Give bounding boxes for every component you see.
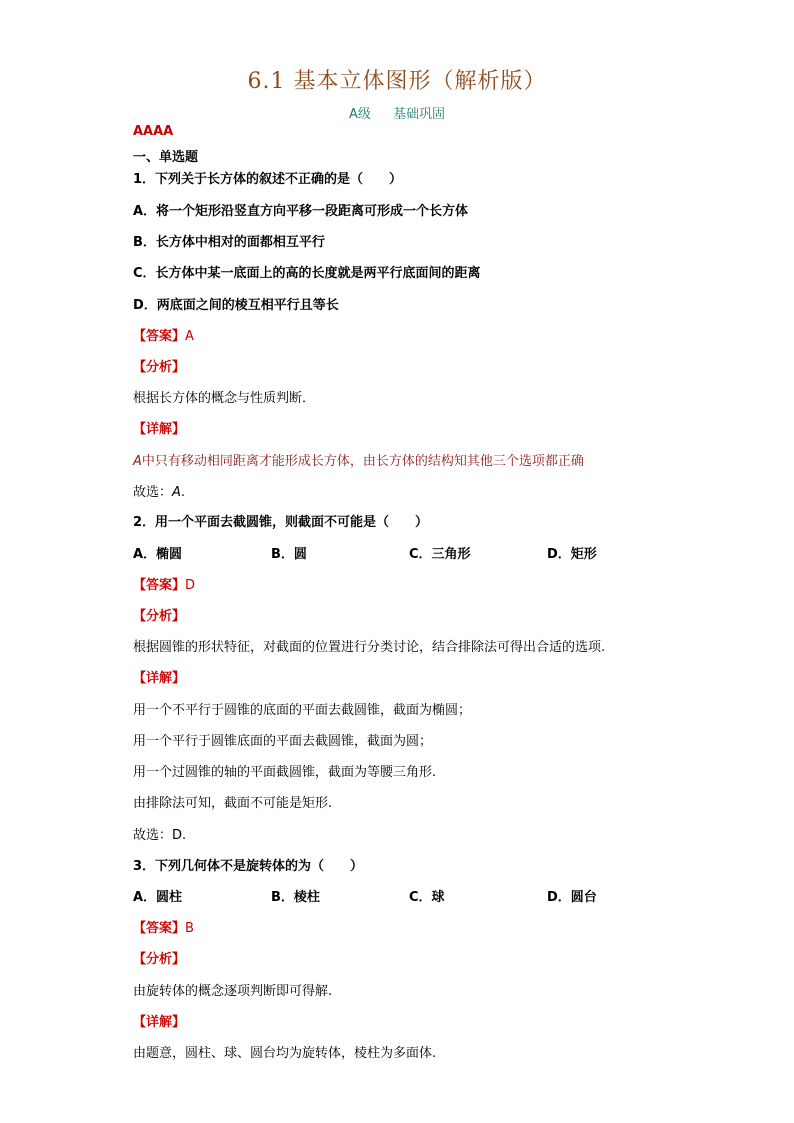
question-1-option-c: C．长方体中某一底面上的高的长度就是两平行底面间的距离 (133, 266, 481, 281)
question-3-detail-tag: 【详解】 (133, 1015, 186, 1030)
question-3-detail: 由题意，圆柱、球、圆台均为旋转体，棱柱为多面体. (133, 1046, 437, 1061)
answer-value: B (185, 921, 194, 936)
question-2-analysis-tag: 【分析】 (133, 609, 186, 624)
question-1-detail (133, 453, 754, 471)
question-2-detail-1: 用一个不平行于圆锥的底面的平面去截圆锥，截面为椭圆； (133, 703, 472, 718)
question-2-detail-2: 用一个平行于圆锥底面的平面去截圆锥，截面为圆； (133, 734, 433, 749)
conclusion-answer: A (172, 485, 181, 500)
question-2-answer (133, 577, 754, 595)
answer-value: D (185, 578, 196, 593)
question-1-stem: 1．下列关于长方体的叙述不正确的是（ ） (133, 172, 403, 187)
difficulty-marker: AAAA (133, 124, 174, 139)
question-2-detail-4: 由排除法可知，截面不可能是矩形. (133, 796, 333, 811)
detail-option-letter: A (133, 454, 142, 469)
question-3-option-b: B．棱柱 (271, 890, 320, 905)
question-2-detail-3: 用一个过圆锥的轴的平面截圆锥，截面为等腰三角形. (133, 765, 437, 780)
question-3-stem: 3．下列几何体不是旋转体的为（ ） (133, 859, 364, 874)
answer-tag: 【答案】 (133, 578, 186, 593)
level-label: A级 (349, 107, 371, 122)
section-heading: 一、单选题 (133, 150, 199, 165)
question-1-conclusion (133, 484, 754, 502)
question-2-conclusion: 故选：D. (133, 828, 187, 843)
answer-value: A (185, 329, 194, 344)
answer-tag: 【答案】 (133, 329, 186, 344)
question-2-analysis: 根据圆锥的形状特征，对截面的位置进行分类讨论，结合排除法可得出合适的选项. (133, 640, 606, 655)
answer-tag: 【答案】 (133, 921, 186, 936)
question-2-option-d: D．矩形 (547, 547, 597, 562)
question-1-answer (133, 328, 754, 346)
question-1-analysis: 根据长方体的概念与性质判断． (133, 391, 316, 406)
level-subtitle: 基础巩固 (392, 107, 445, 122)
conclusion-suffix: . (180, 485, 186, 500)
conclusion-prefix: 故选： (133, 485, 173, 500)
question-2-option-a: A．椭圆 (133, 547, 183, 562)
page-title: 6.1 基本立体图形（解析版） (247, 69, 547, 94)
question-2-detail-tag: 【详解】 (133, 671, 186, 686)
question-1-option-b: B．长方体中相对的面都相互平行 (133, 235, 325, 250)
question-3-option-d: D．圆台 (547, 890, 597, 905)
detail-text: 中只有移动相同距离才能形成长方体，由长方体的结构知其他三个选项都正确 (141, 454, 584, 469)
question-2-stem: 2．用一个平面去截圆锥，则截面不可能是（ ） (133, 515, 429, 530)
question-3-analysis: 由旋转体的概念逐项判断即可得解. (133, 984, 333, 999)
question-3-option-c: C．球 (409, 890, 445, 905)
level-heading (0, 103, 794, 122)
question-2-option-b: B．圆 (271, 547, 307, 562)
question-3-option-a: A．圆柱 (133, 890, 183, 905)
question-2-option-c: C．三角形 (409, 547, 471, 562)
question-1-analysis-tag: 【分析】 (133, 360, 186, 375)
question-3-analysis-tag: 【分析】 (133, 952, 186, 967)
question-3-answer (133, 920, 754, 938)
question-1-option-d: D．两底面之间的棱互相平行且等长 (133, 298, 339, 313)
question-1-detail-tag: 【详解】 (133, 422, 186, 437)
question-1-option-a: A．将一个矩形沿竖直方向平移一段距离可形成一个长方体 (133, 204, 469, 219)
